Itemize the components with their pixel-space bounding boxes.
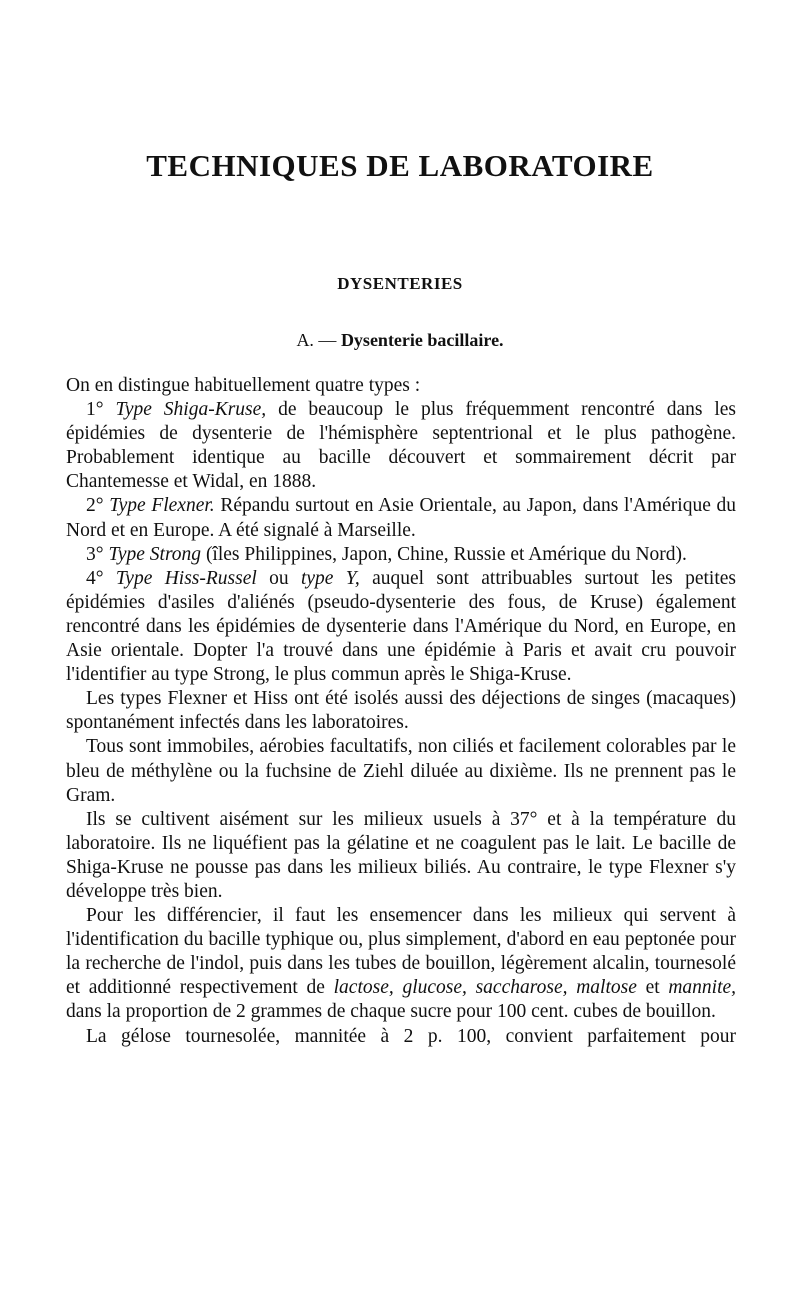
body-text xyxy=(66,374,736,1049)
type-number: 4° xyxy=(86,567,104,589)
type-name: Type Flexner. xyxy=(109,495,215,517)
type-name: Type Strong xyxy=(108,543,202,565)
type-number: 1° xyxy=(86,399,104,421)
sugar-name: lactose, xyxy=(333,977,394,999)
paragraph-morphology: Tous sont immobiles, aérobies facultatifs, non ciliés et facilement colorables par le bleu de méthylène ou la fuchsine de Ziehl diluée au dixième. Ils ne prennent pas le Gram. xyxy=(66,736,736,806)
paragraph-type-4 xyxy=(66,567,736,687)
paragraph-type-3 xyxy=(66,543,736,567)
type-number: 3° xyxy=(86,543,104,565)
paragraph-text: de beaucoup le plus fréquemment rencontré dans les épidémies de dysenterie de l'hémisphère septentrional et le plus pathogène. Probablement identique au bacille découvert et sommairement décrit par Chantemesse et Widal, en 1888. xyxy=(66,399,736,493)
paragraph-text: (îles Philippines, Japon, Chine, Russie et Amérique du Nord). xyxy=(205,543,687,565)
paragraph-type-1 xyxy=(66,398,736,494)
type-name: Type Shiga-Kruse, xyxy=(115,399,267,421)
type-name: Type Hiss-Russel xyxy=(115,567,257,589)
type-connector: ou xyxy=(269,567,289,589)
paragraph-intro: On en distingue habituellement quatre types : xyxy=(66,375,421,396)
paragraph-differentiation xyxy=(66,904,736,1024)
page-title: TECHNIQUES DE LABORATOIRE xyxy=(146,148,654,183)
type-name-alt: type Y, xyxy=(300,567,360,589)
paragraph-gelose: La gélose tournesolée, mannitée à 2 p. 100, convient parfaitement pour xyxy=(86,1025,736,1047)
conjunction: et xyxy=(645,977,660,999)
paragraph-text: auquel sont attribuables surtout les petites épidémies d'asiles d'aliénés (pseudo-dysenterie des fous, de Kruse) également rencontré dans les épidémies de dysenterie dans l'Amérique du Nord, en Europe, en Asie orientale. Dopter l'a trouvé dans une épidémie à Paris et avait cru pouvoir l'identifier au type Strong, le plus commun après le Shiga-Kruse. xyxy=(66,567,736,686)
paragraph-isolation: Les types Flexner et Hiss ont été isolés aussi des déjections de singes (macaques) spontanément infectés dans les laboratoires. xyxy=(66,688,736,734)
sugar-name: glucose, xyxy=(402,977,467,999)
sugar-name: mannite, xyxy=(668,977,737,999)
subsection-heading xyxy=(0,330,800,351)
subsection-prefix: A. — xyxy=(296,330,337,350)
subsection-name: Dysenterie bacillaire. xyxy=(340,330,504,350)
section-heading: DYSENTERIES xyxy=(337,274,463,293)
paragraph-text: Pour les différencier, il faut les ensemencer dans les milieux qui servent à l'identification du bacille typhique ou, plus simplement, d'abord en eau peptonée pour la recherche de l'indol, puis dans les tubes de bouillon, légèrement alcalin, tournesolé et additionné respectivement de xyxy=(66,905,736,999)
paragraph-text: dans la proportion de 2 grammes de chaque sucre pour 100 cent. cubes de bouillon. xyxy=(66,1001,716,1023)
sugar-name: maltose xyxy=(576,977,637,999)
paragraph-text: Répandu surtout en Asie Orientale, au Japon, dans l'Amérique du Nord et en Europe. A été signalé à Marseille. xyxy=(66,495,737,541)
paragraph-culture: Ils se cultivent aisément sur les milieux usuels à 37° et à la température du laboratoire. Ils ne liquéfient pas la gélatine et ne coagulent pas le lait. Le bacille de Shiga-Kruse ne pousse pas dans les milieux biliés. Au contraire, le type Flexner s'y développe très bien. xyxy=(66,808,736,902)
type-number: 2° xyxy=(86,495,104,517)
paragraph-type-2 xyxy=(66,494,736,542)
sugar-name: saccharose, xyxy=(475,977,568,999)
